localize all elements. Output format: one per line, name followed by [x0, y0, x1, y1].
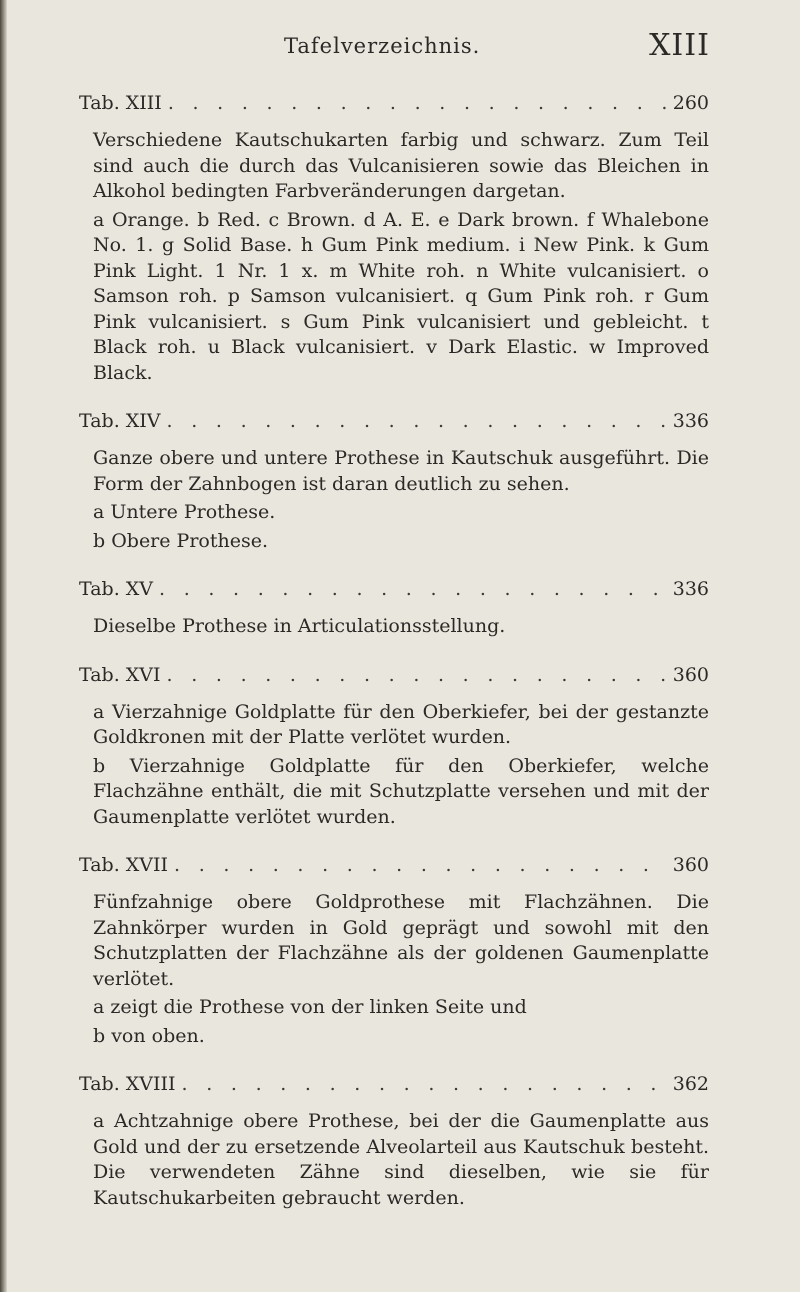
tab-page-number: 336: [672, 578, 709, 600]
tab-label: Tab. XVII: [79, 854, 169, 876]
tab-heading: [79, 850, 709, 880]
plate-index: [79, 88, 709, 1211]
leader-dots: [167, 660, 669, 690]
tab-label: Tab. XIII: [79, 92, 162, 114]
tab-page-number: 260: [672, 92, 709, 114]
leader-dots: [168, 88, 669, 118]
entry-tab-xviii: [79, 1069, 709, 1211]
description-paragraph: Dieselbe Prothese in Articulationsstellung.: [93, 615, 506, 637]
tab-label: Tab. XIV: [79, 410, 161, 432]
entry-tab-xiii: [79, 88, 709, 386]
tab-heading: [79, 406, 709, 436]
description-paragraph: Verschiedene Kautschukarten farbig und schwarz. Zum Teil sind auch die durch das Vulcanisieren sowie das Bleichen in Alkohol bedingten Farbveränderungen dargetan.: [93, 129, 709, 202]
tab-label: Tab. XVIII: [79, 1073, 176, 1095]
tab-label: Tab. XV: [79, 578, 154, 600]
entry-tab-xvi: [79, 660, 709, 831]
entry-tab-xvii: [79, 850, 709, 1049]
tab-heading: [79, 88, 709, 118]
description-paragraph: a Vierzahnige Goldplatte für den Oberkiefer, bei der gestanzte Goldkronen mit der Platte verlötet wurden.: [93, 700, 709, 748]
tab-heading: [79, 660, 709, 690]
description-paragraph: b Obere Prothese.: [93, 529, 269, 552]
description-paragraph: b Vierzahnige Goldplatte für den Oberkiefer, welche Flachzähne enthält, die mit Schutzplatte versehen und mit der Gaumenplatte verlötet wurden.: [93, 754, 709, 828]
tab-label: Tab. XVI: [79, 663, 161, 686]
entry-tab-xv: [79, 574, 709, 640]
leader-dots: [174, 850, 669, 880]
tab-heading: [79, 1069, 709, 1099]
leader-dots: [182, 1069, 669, 1099]
tab-page-number: 336: [672, 410, 709, 432]
leader-dots: [167, 406, 669, 436]
page-header: [0, 28, 800, 68]
tab-page-number: 360: [672, 663, 709, 686]
tab-page-number: 362: [672, 1073, 709, 1095]
description-paragraph: a Orange. b Red. c Brown. d A. E. e Dark brown. f Whalebone No. 1. g Solid Base. h Gum Pink medium. i New Pink. k Gum Pink Light. 1 Nr. 1 x. m White roh. n White vulcanisiert. o Samson roh. p Samson vulcanisiert. q Gum Pink roh. r Gum Pink vulcanisiert. s Gum Pink vulcanisiert und gebleicht. t Black roh. u Black vulcanisiert. v Dark Elastic. w Improved Black.: [93, 208, 709, 384]
entry-tab-xiv: [79, 406, 709, 554]
description-paragraph: b von oben.: [93, 1024, 205, 1047]
tab-heading: [79, 574, 709, 604]
leader-dots: [159, 574, 669, 604]
description-paragraph: a Untere Prothese.: [93, 501, 276, 523]
tab-page-number: 360: [672, 854, 709, 876]
description-paragraph: Fünfzahnige obere Goldprothese mit Flachzähnen. Die Zahnkörper wurden in Gold geprägt und sowohl mit den Schutzplatten der Flachzähne als der goldenen Gaumenplatte verlötet.: [93, 891, 709, 990]
page-binding-edge: [0, 0, 7, 1292]
page-number: XIII: [649, 28, 710, 63]
description-paragraph: a Achtzahnige obere Prothese, bei der die Gaumenplatte aus Gold und der zu ersetzende Alveolarteil aus Kautschuk besteht. Die verwendeten Zähne sind dieselben, wie sie für Kautschukarbeiten gebraucht werden.: [93, 1110, 709, 1209]
running-title: Tafelverzeichnis.: [284, 34, 481, 58]
description-paragraph: Ganze obere und untere Prothese in Kautschuk ausgeführt. Die Form der Zahnbogen ist daran deutlich zu sehen.: [93, 447, 709, 495]
description-paragraph: a zeigt die Prothese von der linken Seite und: [93, 996, 527, 1018]
